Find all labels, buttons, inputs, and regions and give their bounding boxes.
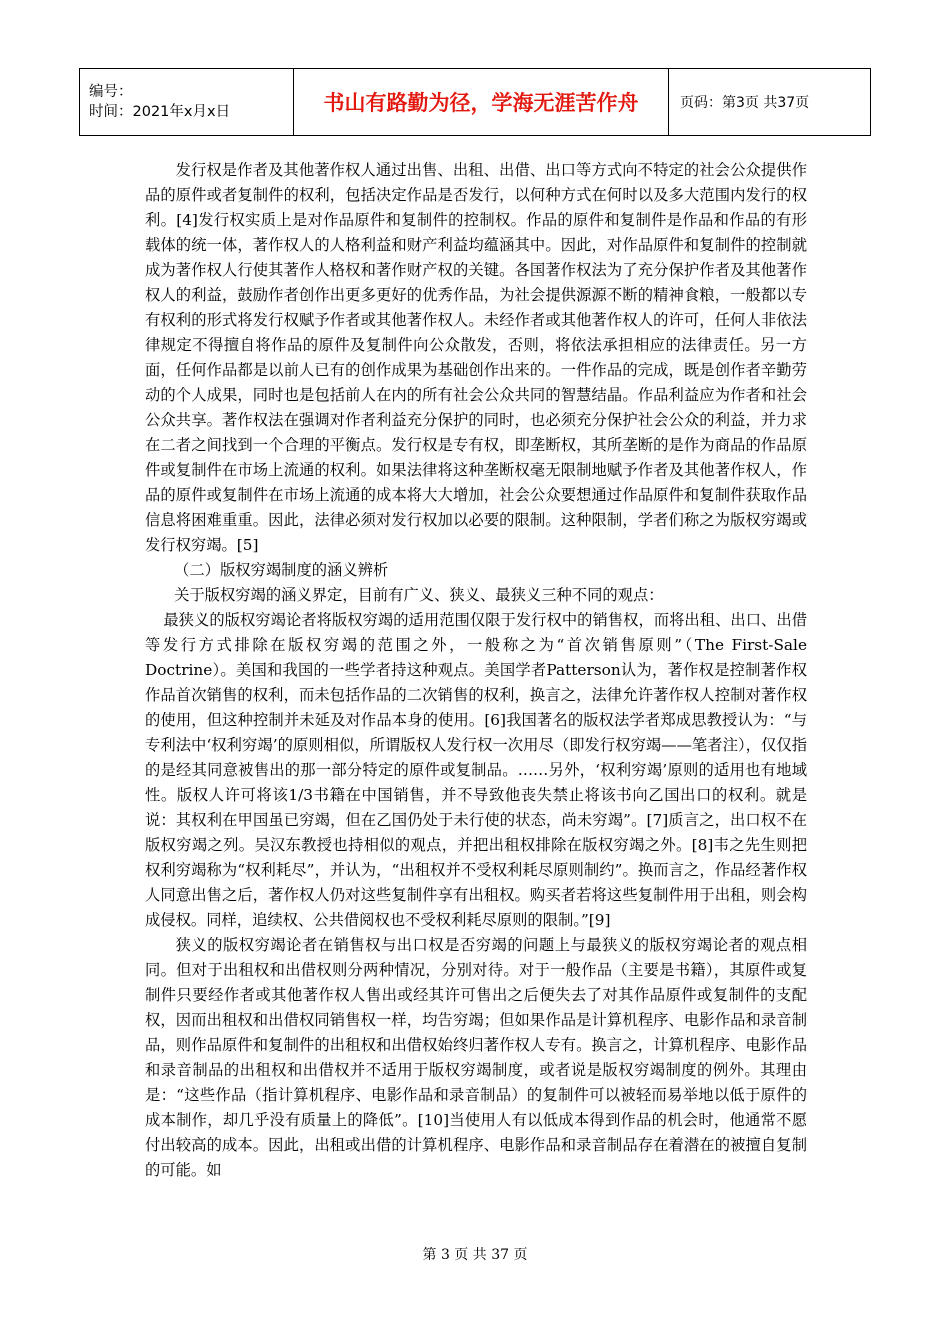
document-body — [145, 158, 807, 1183]
page-info: 页码：第3页 共37页 — [669, 69, 871, 136]
paragraph-3: 最狭义的版权穷竭论者将版权穷竭的适用范围仅限于发行权中的销售权，而将出租、出口、出借等发行方式排除在版权穷竭的范围之外，一般称之为“首次销售原则”（The First-Sale Doctrine）。美国和我国的一些学者持这种观点。美国学者Patterson认为，著作权是控制著作权作品首次销售的权利，而未包括作品的二次销售的权利，换言之，法律允许著作权人控制对著作权的使用，但这种控制并未延及对作品本身的使用。[6]我国著名的版权法学者郑成思教授认为：“与专利法中‘权利穷竭’的原则相似，所谓版权人发行权一次用尽（即发行权穷竭——笔者注），仅仅指的是经其同意被售出的那一部分特定的原件或复制品。……另外，‘权利穷竭’原则的适用也有地域性。版权人许可将该1/3书籍在中国销售，并不导致他丧失禁止将该书向乙国出口的权利。就是说：其权利在甲国虽已穷竭，但在乙国仍处于未行使的状态，尚未穷竭”。[7]质言之，出口权不在版权穷竭之列。吴汉东教授也持相似的观点，并把出租权排除在版权穷竭之外。[8]韦之先生则把权利穷竭称为“权利耗尽”，并认为，“出租权并不受权利耗尽原则制约”。换而言之，作品经著作权人同意出售之后，著作权人仍对这些复制件享有出租权。购买者若将这些复制件用于出租，则会构成侵权。同样，追续权、公共借阅权也不受权利耗尽原则的限制。”[9] — [145, 611, 807, 929]
header-table — [79, 68, 871, 136]
section-heading: （二）版权穷竭制度的涵义辨析 — [174, 561, 389, 579]
paragraph-1: 发行权是作者及其他著作权人通过出售、出租、出借、出口等方式向不特定的社会公众提供作品的原件或者复制件的权利，包括决定作品是否发行，以何种方式在何时以及多大范围内发行的权利。[4]发行权实质上是对作品原件和复制件的控制权。作品的原件和复制件是作品和作品的有形载体的统一体，著作权人的人格利益和财产利益均蕴涵其中。因此，对作品原件和复制件的控制就成为著作权人行使其著作人格权和著作财产权的关键。各国著作权法为了充分保护作者及其他著作权人的利益，鼓励作者创作出更多更好的优秀作品，为社会提供源源不断的精神食粮，一般都以专有权利的形式将发行权赋予作者或其他著作权人。未经作者或其他著作权人的许可，任何人非依法律规定不得擅自将作品的原件及复制件向公众散发，否则，将依法承担相应的法律责任。另一方面，任何作品都是以前人已有的创作成果为基础创作出来的。一件作品的完成，既是创作者辛勤劳动的个人成果，同时也是包括前人在内的所有社会公众共同的智慧结晶。作品利益应为作者和社会公众共享。著作权法在强调对作者利益充分保护的同时，也必须充分保护社会公众的利益，并力求在二者之间找到一个合理的平衡点。发行权是专有权，即垄断权，其所垄断的是作为商品的作品原件或复制件在市场上流通的权利。如果法律将这种垄断权毫无限制地赋予作者及其他著作权人，作品的原件或复制件在市场上流通的成本将大大增加，社会公众要想通过作品原件和复制件获取作品信息将困难重重。因此，法律必须对发行权加以必要的限制。这种限制，学者们称之为版权穷竭或发行权穷竭。[5] — [145, 161, 807, 554]
header-meta-cell — [80, 69, 294, 136]
paragraph-4: 狭义的版权穷竭论者在销售权与出口权是否穷竭的问题上与最狭义的版权穷竭论者的观点相同。但对于出租权和出借权则分两种情况，分别对待。对于一般作品（主要是书籍），其原件或复制件只要经作者或其他著作权人售出或经其许可售出之后便失去了对其作品原件或复制件的支配权，因而出租权和出借权同销售权一样，均告穷竭；但如果作品是计算机程序、电影作品和录音制品，则作品原件和复制件的出租权和出借权始终归著作权人专有。换言之，计算机程序、电影作品和录音制品的出租权和出借权并不适用于版权穷竭制度，或者说是版权穷竭制度的例外。其理由是：“这些作品（指计算机程序、电影作品和录音制品）的复制件可以被轻而易举地以低于原件的成本制作，却几乎没有质量上的降低”。[10]当使用人有以低成本得到作品的机会时，他通常不愿付出较高的成本。因此，出租或出借的计算机程序、电影作品和录音制品存在着潜在的被擅自复制的可能。如 — [145, 936, 807, 1179]
paragraph-2: 关于版权穷竭的涵义界定，目前有广义、狭义、最狭义三种不同的观点： — [174, 586, 664, 604]
page-footer: 第 3 页 共 37 页 — [422, 1247, 528, 1263]
number-label: 编号： — [89, 84, 133, 100]
motto: 书山有路勤为径，学海无涯苦作舟 — [294, 69, 669, 136]
time-label: 时间：2021年x月x日 — [89, 104, 231, 120]
